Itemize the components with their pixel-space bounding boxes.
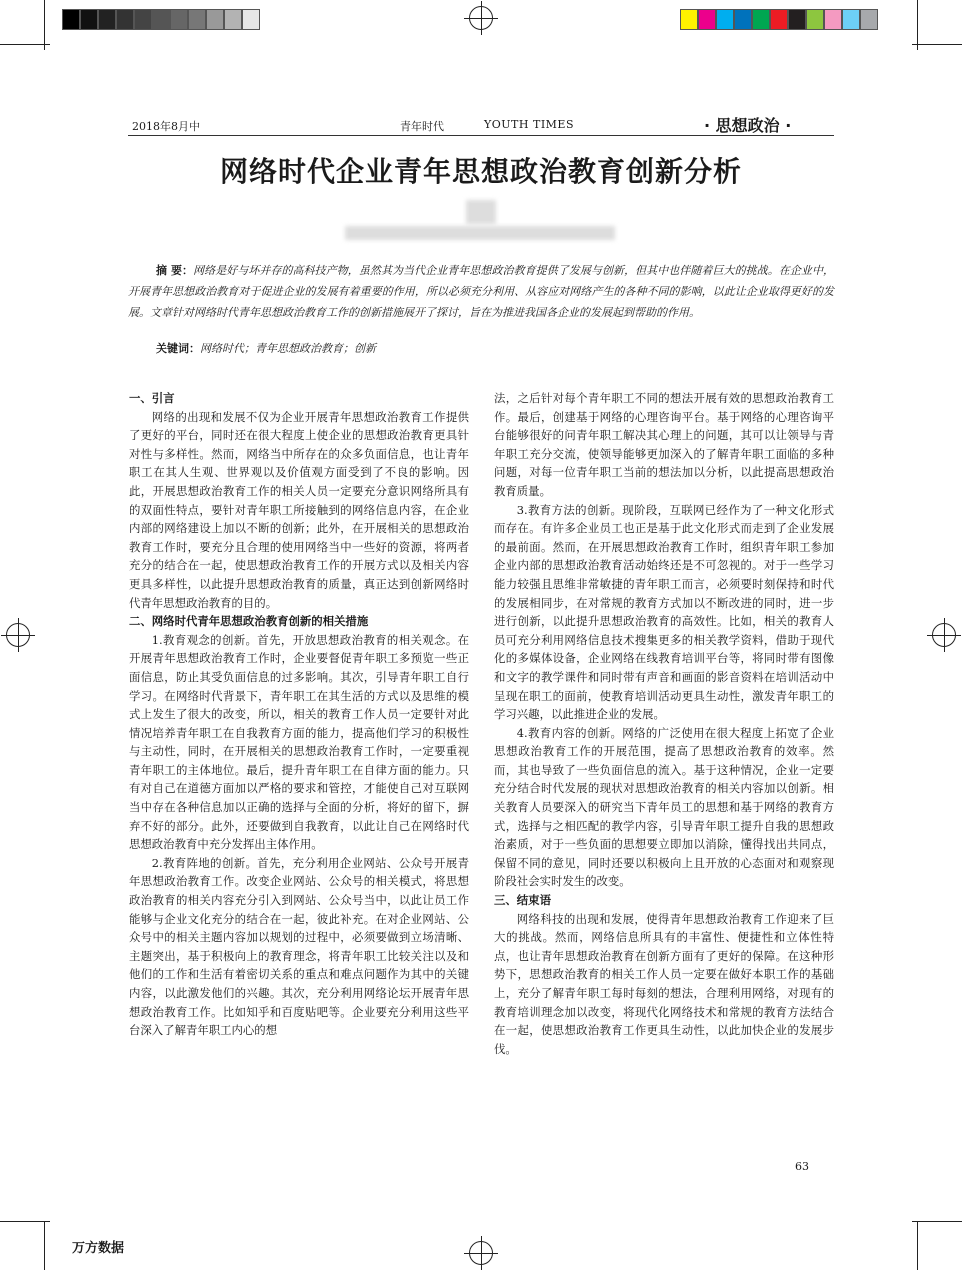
color-swatch bbox=[734, 9, 752, 30]
color-swatch bbox=[224, 9, 242, 30]
color-swatch bbox=[116, 9, 134, 30]
color-swatch bbox=[752, 9, 770, 30]
paragraph: 网络的出现和发展不仅为企业开展青年思想政治教育工作提供了更好的平台，同时还在很大程度上使企业的思想政治教育更具针对性与多样性。然而，网络当中所存在的众多负面信息，也让青年职工在其人生观、世界观以及价值观方面受到了不良的影响。因此，开展思想政治教育工作的相关人员一定要充分意识网络所具有的双面性特点，要针对青年职工所接触到的网络信息内容，在企业内部的网络建设上加以不断的创新；此外，在开展相关的思想政治教育工作时，要充分且合理的使用网络当中一些好的资源，将两者充分的结合在一起，使思想政治教育工作的开展方式以及相关内容更具多样性，以此提升思想政治教育的质量，真正达到创新网络时代青年思想政治教育的目的。 bbox=[129, 409, 469, 610]
color-swatch bbox=[98, 9, 116, 30]
color-swatch bbox=[80, 9, 98, 30]
crop-mark bbox=[917, 1221, 918, 1270]
registration-mark bbox=[469, 6, 493, 30]
keywords-text: 网络时代；青年思想政治教育；创新 bbox=[200, 342, 376, 355]
crop-mark bbox=[917, 0, 918, 50]
header-rule bbox=[128, 135, 834, 136]
footer-brand: 万方数据 bbox=[72, 1241, 125, 1256]
gray-color-bar bbox=[62, 9, 260, 30]
section-heading: 三、结束语 bbox=[494, 893, 551, 908]
paragraph: 2.教育阵地的创新。首先，充分利用企业网站、公众号开展青年思想政治教育工作。改变企业网站、公众号的相关模式，将思想政治教育的相关内容充分引入到网站、公众号当中，以此让员工作能够与企业文化充分的结合在一起，彼此补充。在对企业网站、公众号中的相关主题内容加以规划的过程中，必须要做到立场清晰、主题突出，基于积极向上的教育理念，将青年职工比较关注以及和他们的工作和生活有着密切关系的重点和难点问题作为其中的关键内容，以此激发他们的兴趣。其次，充分利用网络论坛开展青年思想政治教育工作。比如知乎和百度贴吧等。企业要充分利用这些平台深入了解青年职工内心的想 bbox=[129, 855, 469, 1038]
paragraph: 网络科技的出现和发展，使得青年思想政治教育工作迎来了巨大的挑战。然而，网络信息所具有的丰富性、便捷性和立体性特点，也让青年思想政治教育在创新方面有了更好的保障。在这种形势下，思想政治教育的相关工作人员一定要在做好本职工作的基础上，充分了解青年职工每时每刻的想法，合理利用网络，对现有的教育培训理念加以改变，将现代化网络技术和常规的教育方法结合在一起，使思想政治教育工作更具生动性，以此加快企业的发展步伐。 bbox=[494, 911, 834, 1056]
abstract-label: 摘 要： bbox=[156, 264, 194, 277]
cmyk-color-bar bbox=[680, 9, 878, 30]
registration-mark bbox=[6, 623, 30, 647]
paragraph: 3.教育方法的创新。现阶段，互联网已经作为了一种文化形式而存在。有许多企业员工也正是基于此文化形式而走到了企业发展的最前面。然而，在开展思想政治教育工作时，组织青年职工参加企业内部的思想政治教育活动始终还是不可忽视的。对于一些学习能力较强且思维非常敏捷的青年职工而言，必须要时刻保持和时代的发展相同步，在对常规的教育方式加以不断改进的同时，进一步进行创新，以此提升思想政治教育的高效性。比如，相关的教育人员可充分利用网络信息技术搜集更多的相关教学资料，借助于现代化的多媒体设备，企业网络在线教育培训平台等，将同时带有图像和文字的教学课件和同时带有声音和画面的影音资料在培训活动中呈现在职工的面前，使教育培训活动更具生动性，激发青年职工的学习兴趣，以此推进企业的发展。 bbox=[494, 502, 834, 722]
color-swatch bbox=[62, 9, 80, 30]
color-swatch bbox=[824, 9, 842, 30]
abstract-text: 网络是好与坏并存的高科技产物，虽然其为当代企业青年思想政治教育提供了发展与创新，但其中也伴随着巨大的挑战。在企业中，开展青年思想政治教育对于促进企业的发展有着重要的作用，所以必须充分利用、从容应对网络产生的各种不同的影响，以此让企业取得更好的发展。文章针对网络时代青年思想政治教育工作的创新措施展开了探讨，旨在为推进我国各企业的发展起到帮助的作用。 bbox=[128, 264, 834, 319]
paragraph: 法，之后针对每个青年职工不同的想法开展有效的思想政治教育工作。最后，创建基于网络的心理咨询平台。基于网络的心理咨询平台能够很好的问青年职工解决其心理上的问题，其可以让领导与青年职工充分交流，使领导能够更加深入的了解青年职工面临的多种问题，对每一位青年职工当前的想法加以分析，以此提高思想政治教育质量。 bbox=[494, 391, 834, 498]
color-swatch bbox=[206, 9, 224, 30]
header-journal-cn: 青年时代 bbox=[400, 120, 444, 133]
crop-mark bbox=[912, 44, 962, 45]
left-column bbox=[129, 389, 469, 1040]
keywords bbox=[156, 340, 376, 356]
color-swatch bbox=[770, 9, 788, 30]
color-swatch bbox=[242, 9, 260, 30]
color-swatch bbox=[842, 9, 860, 30]
color-swatch bbox=[134, 9, 152, 30]
crop-mark bbox=[44, 1221, 45, 1270]
color-swatch bbox=[152, 9, 170, 30]
abstract bbox=[128, 260, 834, 323]
color-swatch bbox=[860, 9, 878, 30]
page-title: 网络时代企业青年思想政治教育创新分析 bbox=[219, 155, 742, 188]
header-journal-en: YOUTH TIMES bbox=[484, 118, 574, 131]
color-swatch bbox=[170, 9, 188, 30]
section-heading: 一、引言 bbox=[129, 391, 175, 405]
paragraph: 1.教育观念的创新。首先，开放思想政治教育的相关观念。在开展青年思想政治教育工作时，企业要督促青年职工多预览一些正面信息，防止其受负面信息的过多影响。其次，引导青年职工自行学习。在网络时代背景下，青年职工在其生活的方式以及思维的模式上发生了很大的改变，所以，相关的教育工作人员一定要针对此情况培养青年职工在自我教育方面的能力，提高他们学习的积极性与主动性，同时，在开展相关的思想政治教育工作时，一定要重视青年职工的主体地位。最后，提升青年职工在自律方面的能力。只有对自己在道德方面加以严格的要求和管控，才能使自己对互联网当中存在各种信息加以正确的选择与全面的分析，将好的留下，摒弃不好的部分。此外，还要做到自我教育，以此让自己在网络时代思想政治教育中充分发挥出主体作用。 bbox=[129, 632, 469, 852]
color-swatch bbox=[806, 9, 824, 30]
crop-mark bbox=[0, 44, 50, 45]
crop-mark bbox=[912, 1221, 962, 1222]
blurred-author bbox=[345, 226, 615, 240]
registration-mark bbox=[932, 623, 956, 647]
header-date: 2018年8月中 bbox=[132, 120, 200, 133]
page-number: 63 bbox=[795, 1160, 809, 1173]
header-section: · 思想政治 · bbox=[704, 116, 792, 135]
keywords-label: 关键词： bbox=[156, 342, 200, 355]
section-heading: 二、网络时代青年思想政治教育创新的相关措施 bbox=[129, 614, 369, 629]
blurred-author bbox=[466, 200, 496, 224]
crop-mark bbox=[0, 1221, 50, 1222]
crop-mark bbox=[44, 0, 45, 50]
paragraph: 4.教育内容的创新。网络的广泛使用在很大程度上拓宽了企业思想政治教育工作的开展范围，提高了思想政治教育的效率。然而，其也导致了一些负面信息的流入。基于这种情况，企业一定要充分结合时代发展的现状对思想政治教育的相关内容加以创新。相关教育人员要深入的研究当下青年员工的思想和基于网络的教育方式，选择与之相匹配的教学内容，引导青年职工提升自我的思想政治素质，对于一些负面的思想要立即加以消除，懂得找出共同点，保留不同的意见，同时还要以积极向上且开放的心态面对和观察现阶段社会实时发生的改变。 bbox=[494, 725, 834, 889]
color-swatch bbox=[698, 9, 716, 30]
color-swatch bbox=[680, 9, 698, 30]
color-swatch bbox=[788, 9, 806, 30]
right-column bbox=[494, 389, 834, 1058]
color-swatch bbox=[188, 9, 206, 30]
color-swatch bbox=[716, 9, 734, 30]
registration-mark bbox=[469, 1241, 493, 1265]
